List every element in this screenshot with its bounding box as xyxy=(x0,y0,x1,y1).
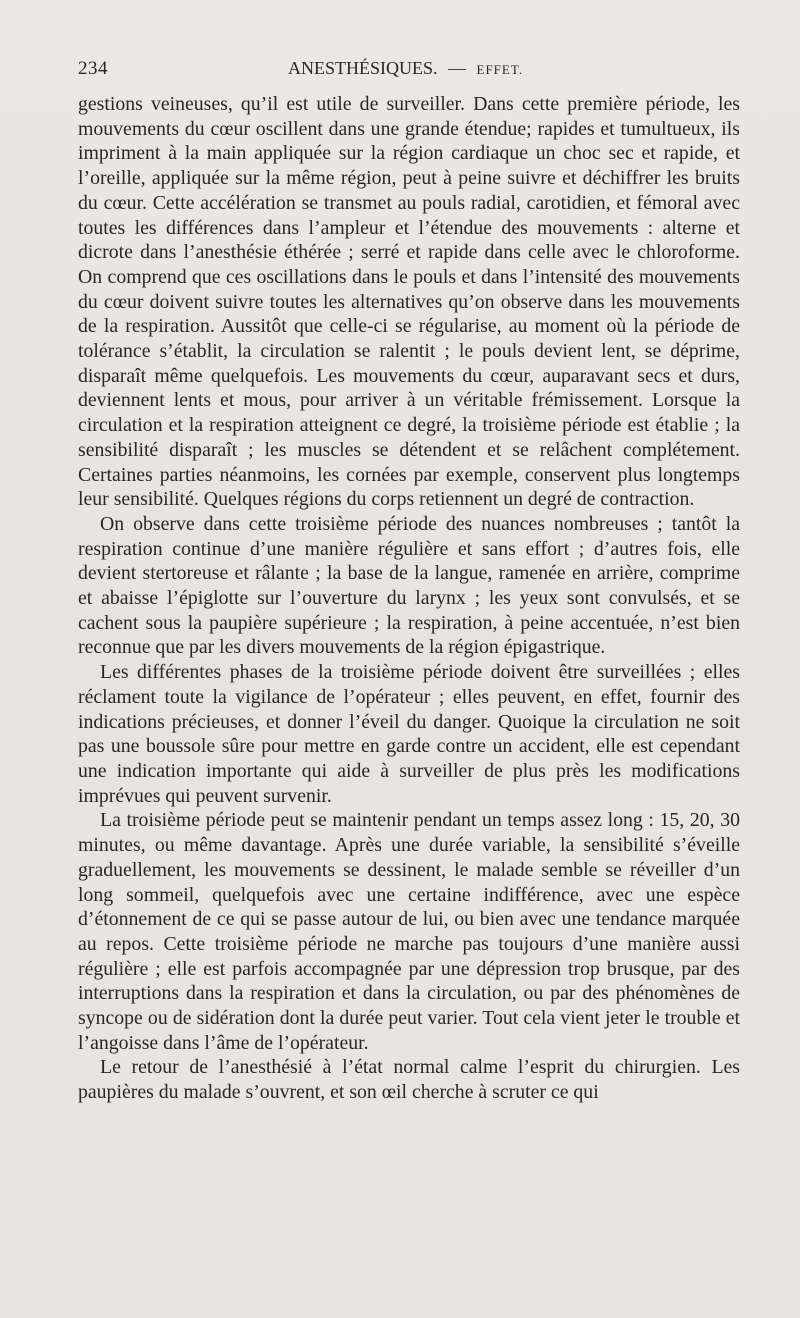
body-text xyxy=(78,92,740,1105)
page-header xyxy=(78,58,738,88)
running-head-title: ANESTHÉSIQUES. xyxy=(288,58,438,78)
page-number: 234 xyxy=(78,58,108,79)
paragraph: On observe dans cette troisième période des nuances nombreuses ; tantôt la respiration continue d’une manière régulière et sans effort ; d’autres fois, elle devient stertoreuse et râlante ; la base de la langue, ramenée en arrière, comprime et abaisse l’épiglotte sur l’ouverture du larynx ; les yeux sont convulsés, et se cachent sous la paupière supérieure ; la respiration, à peine accentuée, n’est bien reconnue que par les divers mouvements de la région épigastrique. xyxy=(78,512,740,659)
running-head-separator: — xyxy=(448,58,467,78)
paragraph-continuation: gestions veineuses, qu’il est utile de surveiller. Dans cette première période, les mouvements du cœur oscillent dans une grande étendue; rapides et tumultueux, ils impriment à la main appliquée sur la région cardiaque un choc sec et rapide, et l’oreille, appliquée sur la même région, peut à peine suivre et déchiffrer les bruits du cœur. Cette accélération se transmet au pouls radial, carotidien, et fémoral avec toutes les différences dans l’ampleur et l’étendue des mouvements : alterne et dicrote dans l’anesthésie éthérée ; serré et rapide dans celle avec le chloroforme. On comprend que ces oscillations dans le pouls et dans l’intensité des mouvements du cœur doivent suivre toutes les alternatives qu’on observe dans les mouvements de la respiration. Aussitôt que celle-ci se régularise, au moment où la période de tolérance s’établit, la circulation se ralentit ; le pouls devient lent, se déprime, disparaît même quelquefois. Les mouvements du cœur, auparavant secs et durs, deviennent lents et mous, pour arriver à un véritable frémissement. Lorsque la circulation et la respiration atteignent ce degré, la troisième période est établie ; la sensibilité disparaît ; les muscles se détendent et se relâchent complétement. Certaines parties néanmoins, les cornées par exemple, conservent plus longtemps leur sensibilité. Quelques régions du corps retiennent un degré de contraction. xyxy=(78,93,740,511)
paragraph: Les différentes phases de la troisième période doivent être surveillées ; elles réclament toute la vigilance de l’opérateur ; elles peuvent, en effet, fournir des indications précieuses, et donner l’éveil du danger. Quoique la circulation ne soit pas une boussole sûre pour mettre en garde contre un accident, elle est cependant une indication importante qui aide à surveiller de plus près les modifications imprévues qui peuvent survenir. xyxy=(78,661,740,807)
running-head-subtitle: EFFET. xyxy=(476,62,524,77)
paragraph: Le retour de l’anesthésié à l’état normal calme l’esprit du chirurgien. Les paupières du malade s’ouvrent, et son œil cherche à scruter ce qui xyxy=(78,1056,740,1104)
running-head xyxy=(288,58,523,79)
paragraph: La troisième période peut se maintenir pendant un temps assez long : 15, 20, 30 minutes, ou même davantage. Après une durée variable, la sensibilité s’éveille graduellement, les mouvements se dessinent, le malade semble se réveiller d’un long sommeil, quelquefois avec une certaine indifférence, avec une espèce d’étonnement de ce qui se passe autour de lui, ou bien avec une tendance marquée au repos. Cette troisième période ne marche pas toujours d’une manière aussi régulière ; elle est parfois accompagnée par une dépression trop brusque, par des interruptions dans la respiration et dans la circulation, ou par des phénomènes de syncope ou de sidération dont la durée peut varier. Tout cela vient jeter le trouble et l’angoisse dans l’âme de l’opérateur. xyxy=(78,809,740,1054)
